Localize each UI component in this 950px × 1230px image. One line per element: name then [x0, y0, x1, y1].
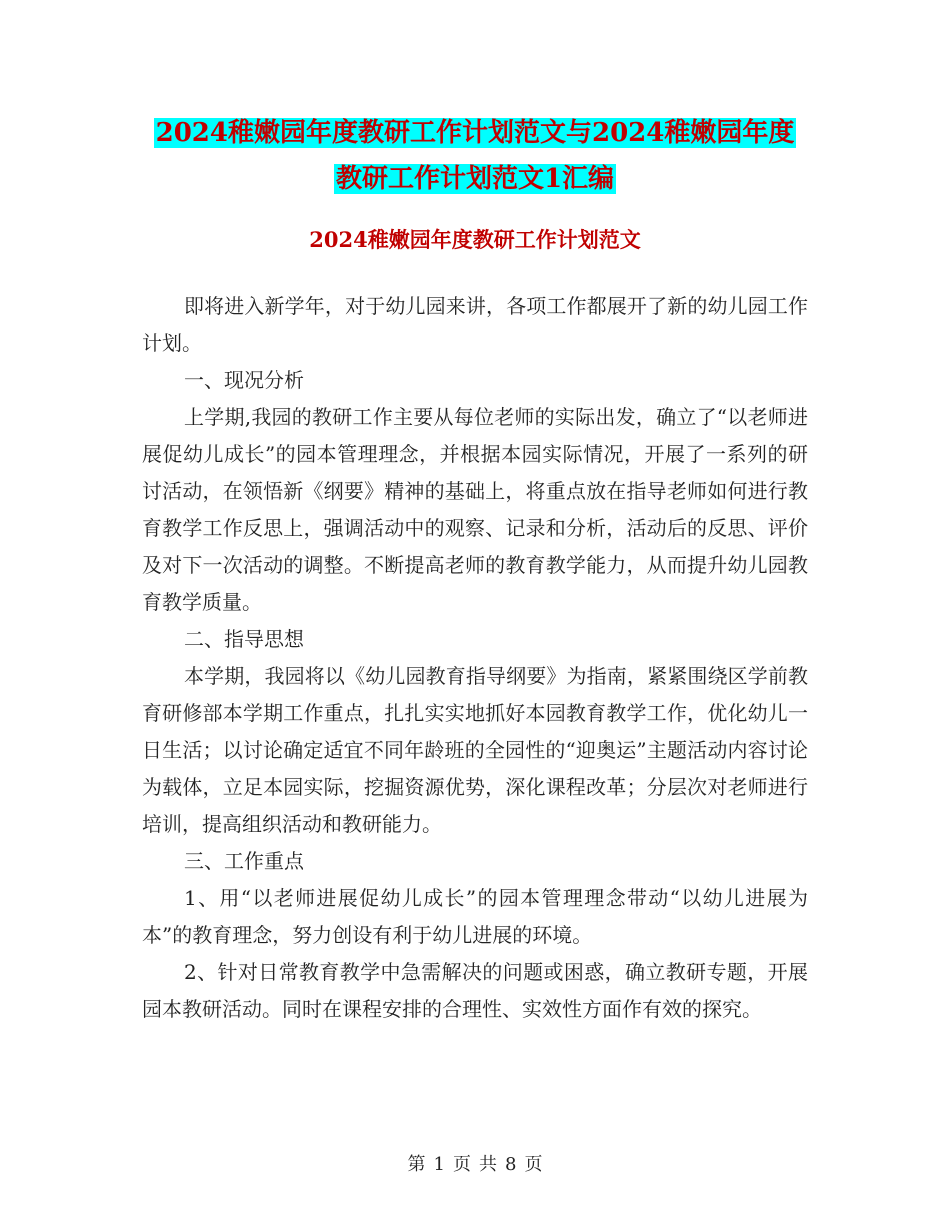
heading-guiding-thought: 二、指导思想 [184, 627, 304, 651]
paragraph-work-focus-2: 2、针对日常教育教学中急需解决的问题或困惑，确立教研专题，开展园本教研活动。同时在课程安排的合理性、实效性方面作有效的探究。 [142, 960, 808, 1021]
section-title: 2024稚嫩园年度教研工作计划范文 [309, 227, 641, 252]
heading-work-focus: 三、工作重点 [184, 849, 304, 873]
paragraph-situation-analysis: 上学期,我园的教研工作主要从每位老师的实际出发，确立了“以老师进展促幼儿成长”的园本管理理念，并根据本园实际情况，开展了一系列的研讨活动，在领悟新《纲要》精神的基础上，将重点放在指导老师如何进行教育教学工作反思上，强调活动中的观察、记录和分析，活动后的反思、评价及对下一次活动的调整。不断提高老师的教育教学能力，从而提升幼儿园教育教学质量。 [142, 405, 808, 614]
footer-suffix: 页 [524, 1154, 543, 1175]
footer-page-label: 页 [453, 1154, 471, 1175]
document-body [142, 288, 808, 1028]
heading-situation-analysis: 一、现况分析 [184, 368, 304, 392]
title-line-1: 2024稚嫩园年度教研工作计划范文与2024稚嫩园年度 [155, 118, 795, 148]
page-footer [0, 1152, 950, 1178]
paragraph-guiding-thought: 本学期，我园将以《幼儿园教育指导纲要》为指南，紧紧围绕区学前教育研修部本学期工作重点，扎扎实实地抓好本园教育教学工作，优化幼儿一日生活；以讨论确定适宜不同年龄班的全园性的“迎奥运”主题活动内容讨论为载体，立足本园实际，挖掘资源优势，深化课程改革；分层次对老师进行培训，提高组织活动和教研能力。 [142, 664, 808, 836]
footer-total-pages: 8 [505, 1154, 517, 1175]
paragraph-work-focus-1: 1、用“以老师进展促幼儿成长”的园本管理理念带动“以幼儿进展为本”的教育理念，努力创设有利于幼儿进展的环境。 [142, 886, 808, 947]
document-title [140, 110, 810, 202]
title-line-2: 教研工作计划范文1汇编 [335, 164, 615, 194]
footer-page-number: 1 [433, 1154, 445, 1175]
paragraph-intro: 即将进入新学年，对于幼儿园来讲，各项工作都展开了新的幼儿园工作计划。 [142, 294, 808, 355]
footer-total-prefix: 共 [479, 1154, 497, 1175]
footer-prefix: 第 [407, 1154, 426, 1175]
